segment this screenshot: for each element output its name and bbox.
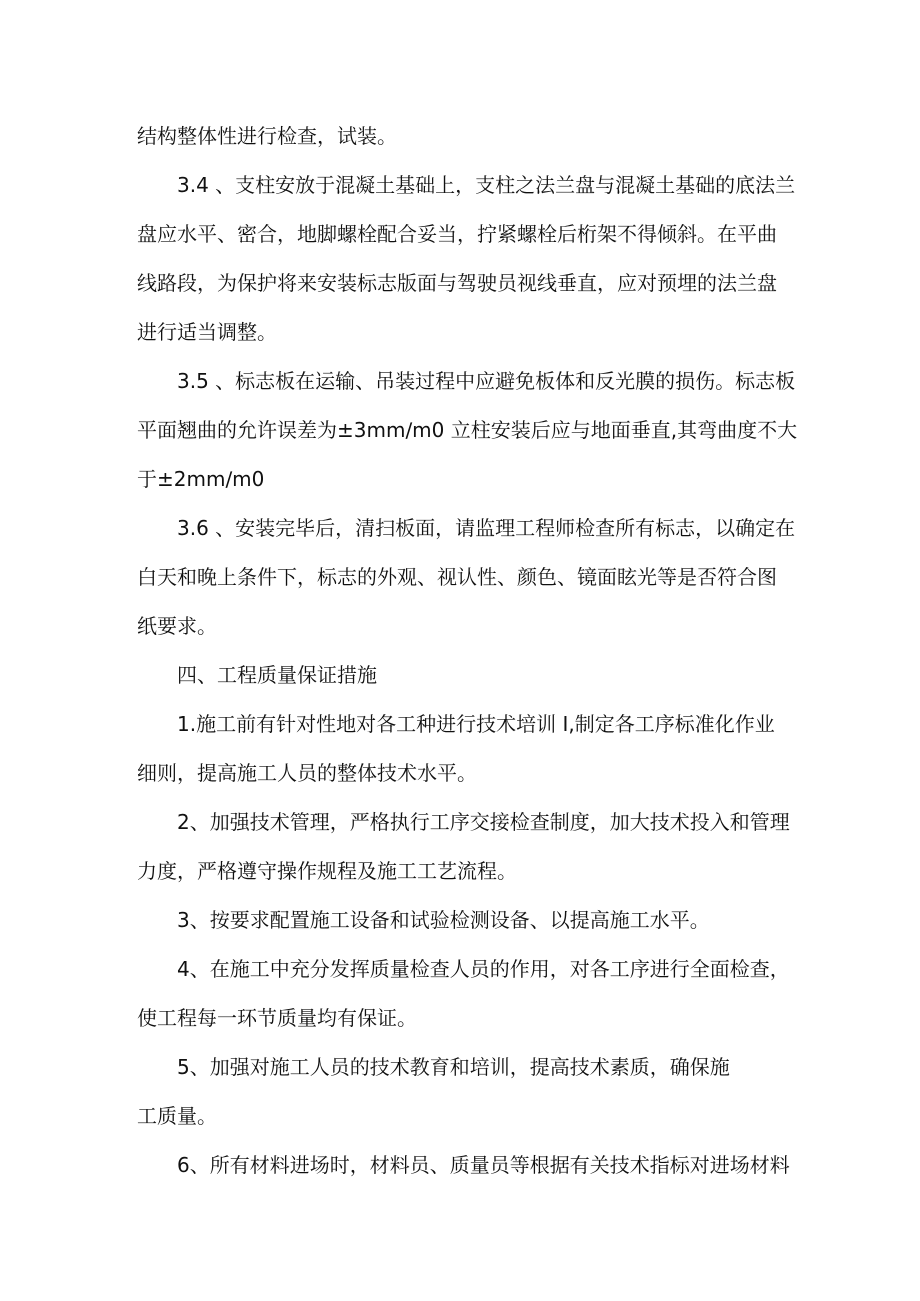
text-line: 工质量。 (137, 1104, 217, 1128)
text-line: 使工程每一环节质量均有保证。 (137, 1006, 417, 1030)
paragraph-3-6 (137, 504, 796, 651)
text-line: 结构整体性进行检查，试装。 (137, 124, 397, 148)
text-line: 纸要求。 (137, 614, 217, 638)
text-line: 于±2mm∕m0 (137, 467, 265, 491)
text-line: 3.6 、安装完毕后，清扫板面，请监理工程师检查所有标志，以确定在 (177, 516, 796, 540)
paragraph-item-6 (137, 1141, 790, 1190)
paragraph-3-5 (137, 357, 798, 504)
document-body (137, 112, 798, 1190)
paragraph-continuation (137, 112, 787, 161)
section-heading (137, 651, 787, 700)
paragraph-item-4 (137, 945, 790, 1043)
text-line: 4、在施工中充分发挥质量检查人员的作用，对各工序进行全面检查， (177, 957, 790, 981)
text-line: 进行适当调整。 (137, 320, 277, 344)
heading-text: 四、工程质量保证措施 (177, 663, 377, 687)
text-line: 细则，提高施工人员的整体技术水平。 (137, 761, 477, 785)
text-line: 白天和晚上条件下，标志的外观、视认性、颜色、镜面眩光等是否符合图 (137, 565, 777, 589)
text-line: 线路段，为保护将来安装标志版面与驾驶员视线垂直，应对预埋的法兰盘 (137, 271, 777, 295)
text-line: 平面翘曲的允许误差为±3mm∕m0 立柱安装后应与地面垂直,其弯曲度不大 (137, 418, 798, 442)
text-line: 1.施工前有针对性地对各工种进行技术培训 I,制定各工序标准化作业 (177, 712, 775, 736)
text-line: 5、加强对施工人员的技术教育和培训，提高技术素质，确保施 (177, 1055, 730, 1079)
text-line: 盘应水平、密合，地脚螺栓配合妥当，拧紧螺栓后桁架不得倾斜。在平曲 (137, 222, 777, 246)
paragraph-item-3 (137, 896, 787, 945)
text-line: 3.4 、支柱安放于混凝土基础上，支柱之法兰盘与混凝土基础的底法兰 (177, 173, 796, 197)
paragraph-3-4 (137, 161, 796, 357)
text-line: 2、加强技术管理，严格执行工序交接检查制度，加大技术投入和管理 (177, 810, 790, 834)
text-line: 力度，严格遵守操作规程及施工工艺流程。 (137, 859, 517, 883)
paragraph-item-5 (137, 1043, 787, 1141)
paragraph-item-2 (137, 798, 790, 896)
text-line: 3.5 、标志板在运输、吊装过程中应避免板体和反光膜的损伤。标志板 (177, 369, 796, 393)
text-line: 6、所有材料进场时，材料员、质量员等根据有关技术指标对进场材料 (177, 1153, 790, 1177)
text-line: 3、按要求配置施工设备和试验检测设备、以提高施工水平。 (177, 908, 710, 932)
paragraph-item-1 (137, 700, 787, 798)
